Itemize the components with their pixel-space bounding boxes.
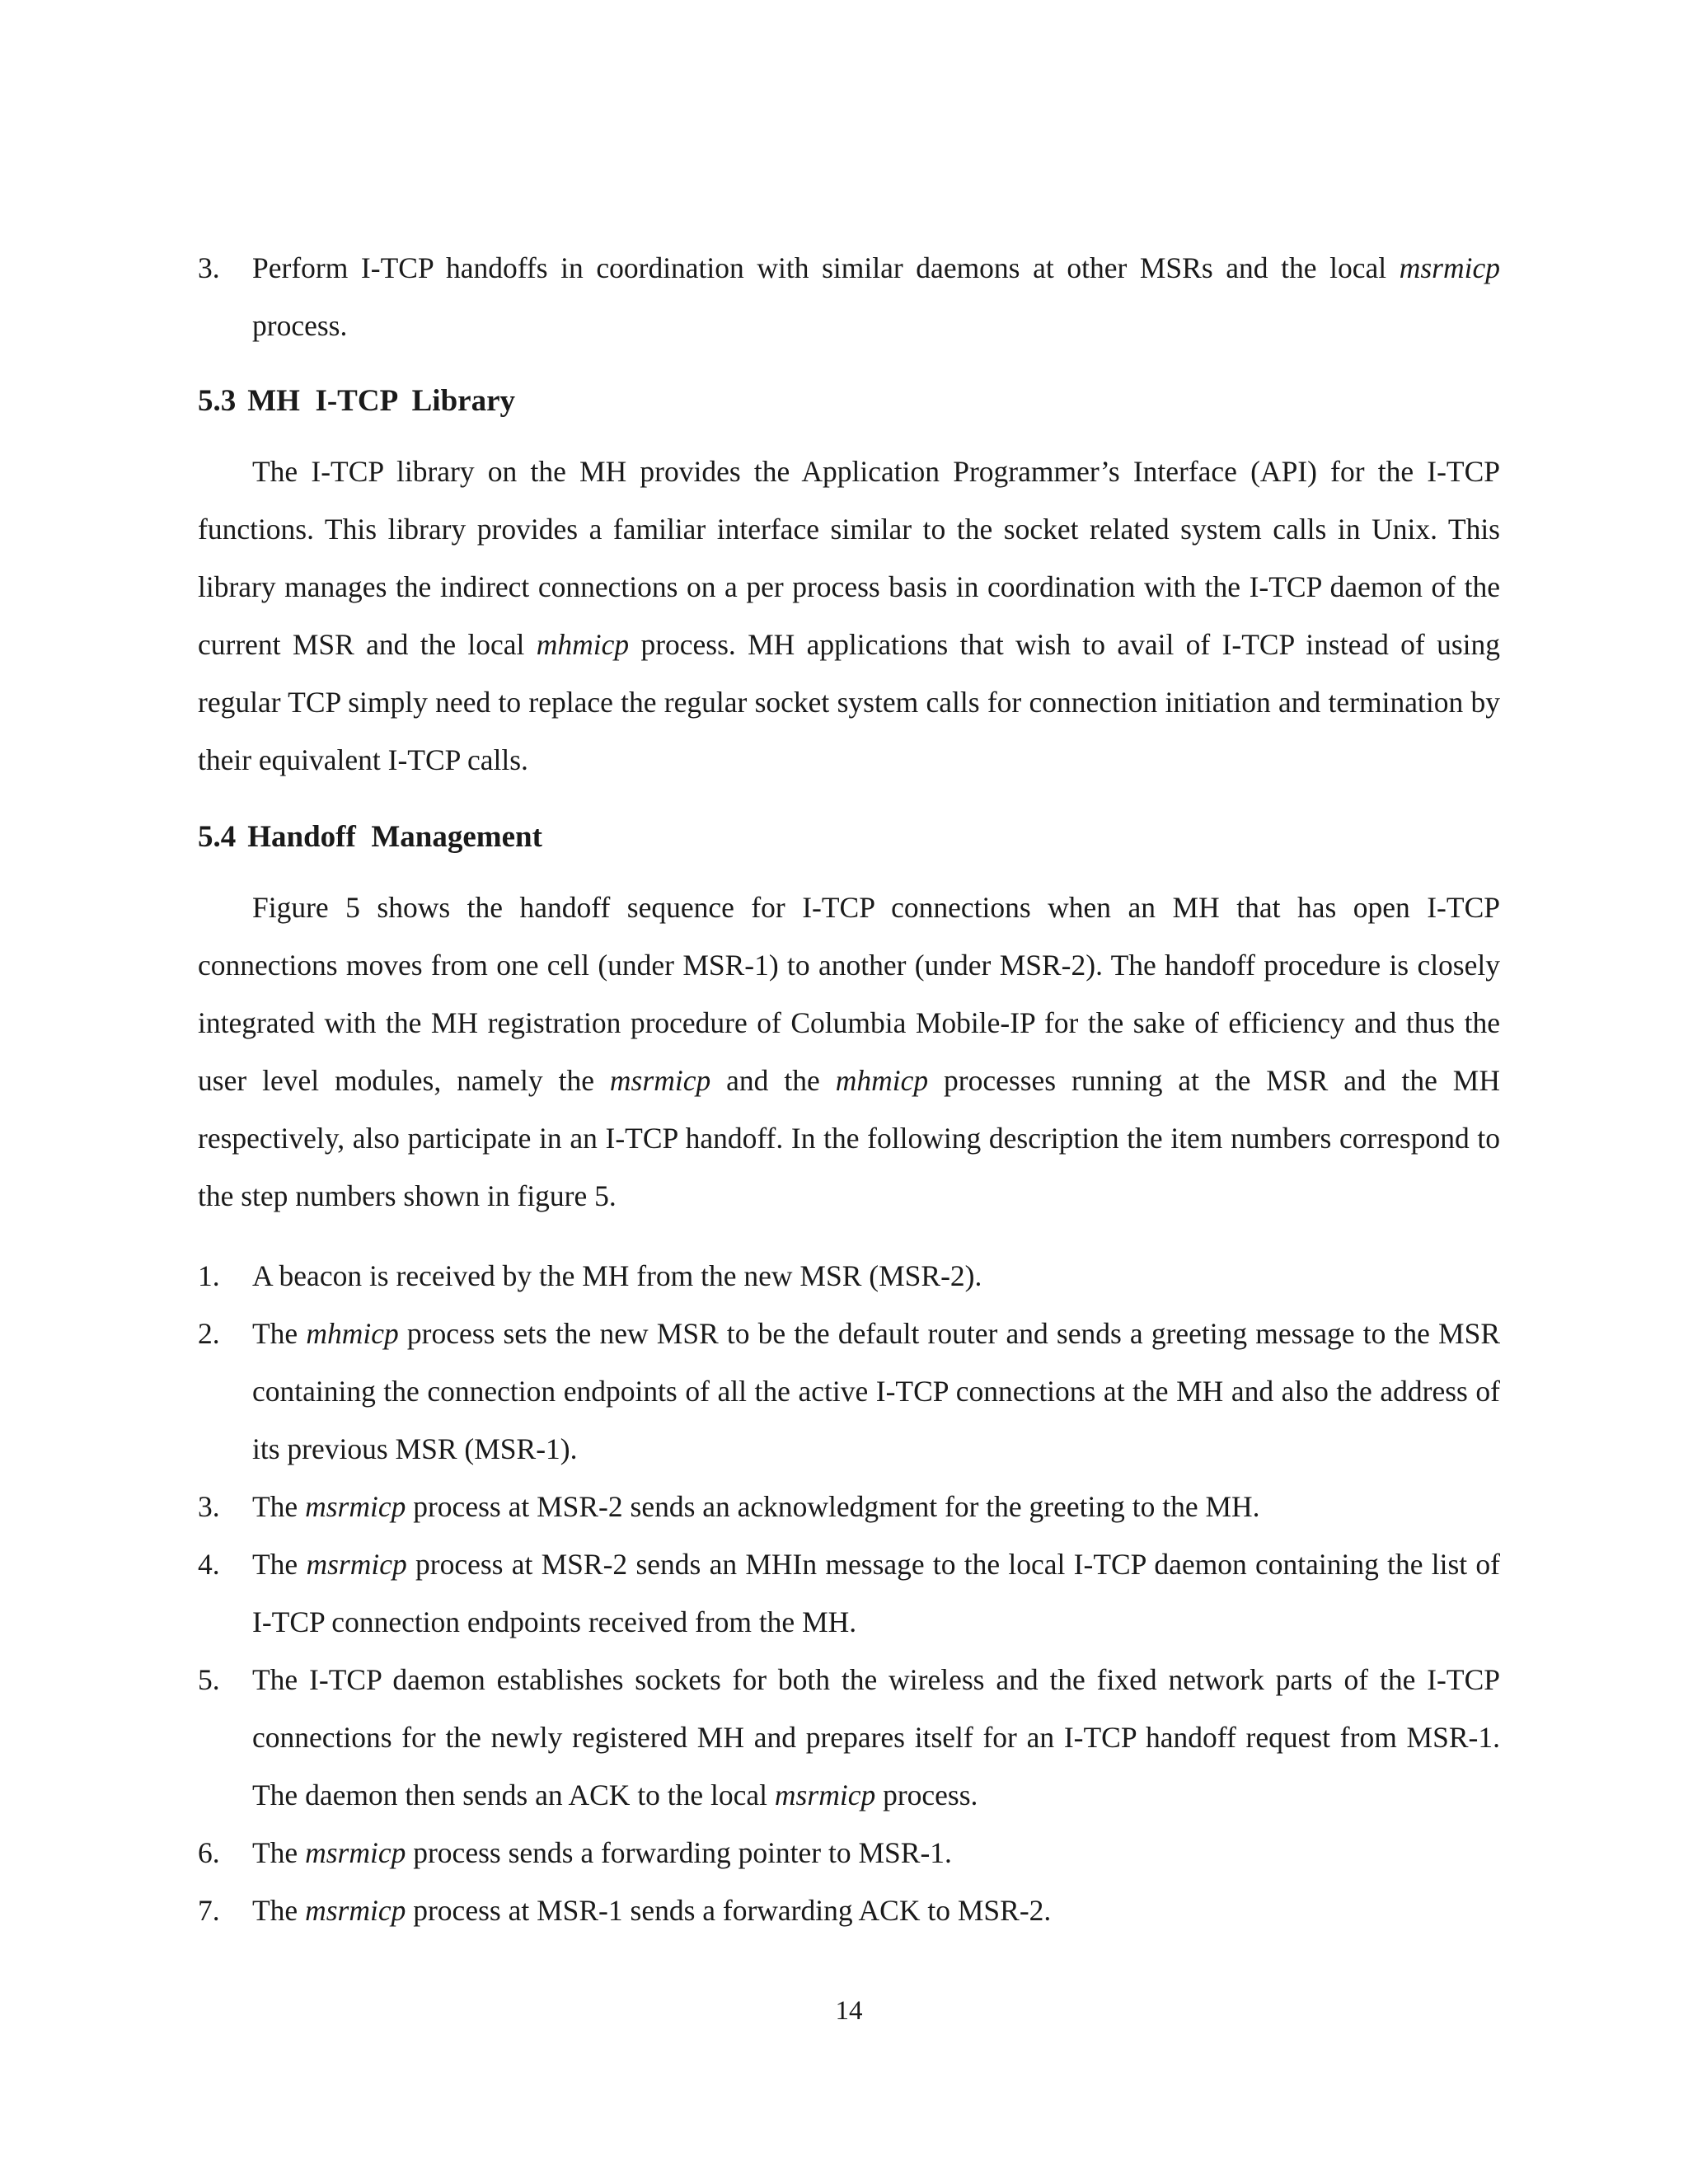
list-item: 2. The mhmicp process sets the new MSR to be the default router and sends a greeting message to the MSR containing the connection endpoints of all the active I-TCP connections at the MH and also the address of its previous MSR (MSR-1). (198, 1317, 1500, 1465)
page-number: 14 (835, 1996, 863, 2026)
list-item-continued (198, 239, 1500, 354)
section-heading-5-3 (198, 381, 515, 422)
list-item: 1. A beacon is received by the MH from the new MSR (MSR-2). (198, 1259, 982, 1292)
list-item-number: 3. (198, 251, 220, 284)
section-title: MH I-TCP Library (247, 384, 516, 418)
document-page (198, 0, 1500, 2184)
list-item: 6. The msrmicp process sends a forwarding pointer to MSR-1. (198, 1836, 952, 1869)
section-5-3-paragraph: The I-TCP library on the MH provides the Application Programmer’s Interface (API) for the I-TCP functions. This library provides a familiar interface similar to the socket related system calls in Unix. This library manages the indirect connections on a per process basis in coordination with the I-TCP daemon of the current MSR and the local mhmicp process. MH applications that wish to avail of I-TCP instead of using regular TCP simply need to replace the regular socket system calls for connection initiation and termination by their equivalent I-TCP calls. (198, 455, 1500, 776)
section-number: 5.4 (198, 820, 237, 854)
section-number: 5.3 (198, 384, 237, 418)
section-title: Handoff Management (247, 820, 542, 854)
list-item: 3. The msrmicp process at MSR-2 sends an acknowledgment for the greeting to the MH. (198, 1490, 1260, 1523)
list-item: 4. The msrmicp process at MSR-2 sends an MHIn message to the local I-TCP daemon containing the list of I-TCP connection endpoints received from the MH. (198, 1548, 1500, 1638)
section-heading-5-4 (198, 817, 542, 858)
list-item: 5. The I-TCP daemon establishes sockets for both the wireless and the fixed network parts of the I-TCP connections for the newly registered MH and prepares itself for an I-TCP handoff request from MSR-1. The daemon then sends an ACK to the local msrmicp process. (198, 1663, 1500, 1811)
list-item-text: Perform I-TCP handoffs in coordination with similar daemons at other MSRs and the local msrmicp process. (252, 251, 1500, 342)
list-item: 7. The msrmicp process at MSR-1 sends a forwarding ACK to MSR-2. (198, 1894, 1052, 1927)
section-5-4-paragraph: Figure 5 shows the handoff sequence for I-TCP connections when an MH that has open I-TCP connections moves from one cell (under MSR-1) to another (under MSR-2). The handoff procedure is closely integrated with the MH registration procedure of Columbia Mobile-IP for the sake of efficiency and thus the user level modules, namely the msrmicp and the mhmicp processes running at the MSR and the MH respectively, also participate in an I-TCP handoff. In the following description the item numbers correspond to the step numbers shown in figure 5. (198, 891, 1500, 1212)
